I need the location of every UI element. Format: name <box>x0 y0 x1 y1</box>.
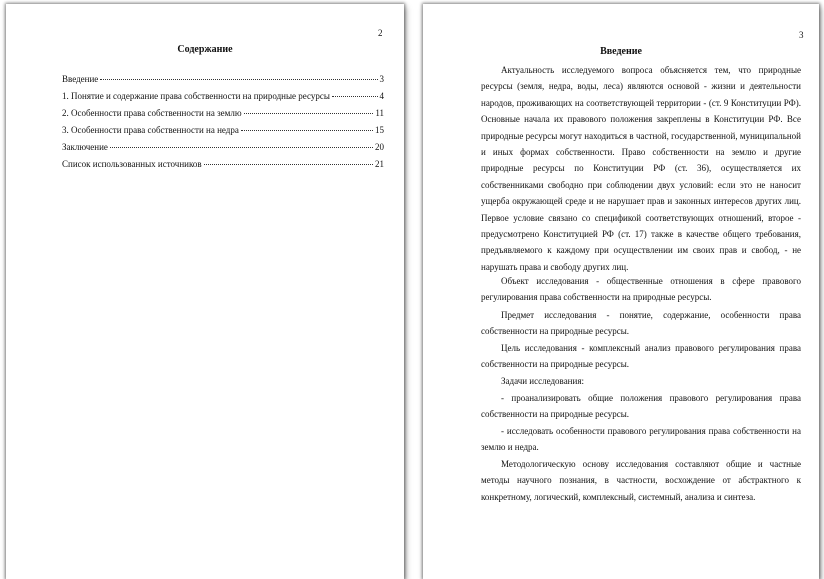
toc-entry-chapter-2 <box>62 108 384 118</box>
paragraph-relevance: Актуальность исследуемого вопроса объясняется тем, что природные ресурсы (земля, недра, воды, леса) являются основой - жизни и деятельности народов, проживающих на соответствующей территории - (ст. 9 Конституции РФ). Основные начала их правового положения закреплены в Конституции РФ. Все природные ресурсы могут находиться в частной, государственной, муниципальной и иных формах собственности. Право собственности на землю и другие природные ресурсы по Конституции РФ (ст. 36), осуществляется их собственниками свободно при соблюдении двух условий: если это не наносит ущерба окружающей среде и не нарушает прав и законных интересов других лиц. Первое условие связано со спецификой соответствующих отношений, второе - предусмотрено Конституцией РФ (ст. 17) также в качестве общего требования, предъявляемого к каждому при осуществлении им своих прав и свобод, - не нарушать права и свободу других лиц. <box>481 65 801 272</box>
toc-entry-chapter-1 <box>62 91 384 101</box>
toc-entry-page: 21 <box>375 159 384 169</box>
toc-entry-page: 15 <box>375 125 384 135</box>
toc-title: Содержание <box>177 44 233 55</box>
toc-entry-text: 3. Особенности права собственности на недра <box>62 125 239 135</box>
toc-entry-sources <box>62 159 384 169</box>
document-page-left <box>6 4 404 579</box>
paragraph-task-2: - исследовать особенности правового регулирования права собственности на землю и недра. <box>481 426 801 453</box>
paragraph-subject: Предмет исследования - понятие, содержание, особенности права собственности на природные ресурсы. <box>481 310 801 337</box>
toc-leader-dots <box>204 164 373 165</box>
toc-leader-dots <box>241 130 373 131</box>
section-title: Введение <box>600 46 642 57</box>
toc-entry-text: Заключение <box>62 142 108 152</box>
toc-leader-dots <box>100 79 377 80</box>
toc-entry-page: 20 <box>375 142 384 152</box>
paragraph-task-1: - проанализировать общие положения правового регулирования права собственности на природные ресурсы. <box>481 393 801 420</box>
toc-entry-text: Список использованных источников <box>62 159 202 169</box>
paragraph-object: Объект исследования - общественные отношения в сфере правового регулирования права собственности на природные ресурсы. <box>481 276 801 303</box>
document-page-right <box>423 4 819 579</box>
toc-leader-dots <box>332 96 378 97</box>
toc-leader-dots <box>110 147 373 148</box>
toc-entry-conclusion <box>62 142 384 152</box>
toc-entry-page: 3 <box>379 74 384 84</box>
toc-entry-text: 2. Особенности права собственности на землю <box>62 108 242 118</box>
toc-entry-page: 11 <box>375 108 384 118</box>
page-number: 2 <box>378 28 383 38</box>
toc-entry-text: 1. Понятие и содержание права собственности на природные ресурсы <box>62 91 330 101</box>
toc-entry-page: 4 <box>379 91 384 101</box>
toc-entry-chapter-3 <box>62 125 384 135</box>
paragraph-goal: Цель исследования - комплексный анализ правового регулирования права собственности на природные ресурсы. <box>481 343 801 370</box>
toc-leader-dots <box>244 113 374 114</box>
toc-entry-text: Введение <box>62 74 99 84</box>
paragraph-methodology: Методологическую основу исследования составляют общие и частные методы научного познания, в частности, восхождение от абстрактного к конкретному, логический, комплексный, системный, анализа и синтеза. <box>481 459 801 502</box>
paragraph-tasks-heading: Задачи исследования: <box>501 376 584 386</box>
page-number: 3 <box>799 30 804 40</box>
toc-entry-introduction <box>62 74 384 84</box>
